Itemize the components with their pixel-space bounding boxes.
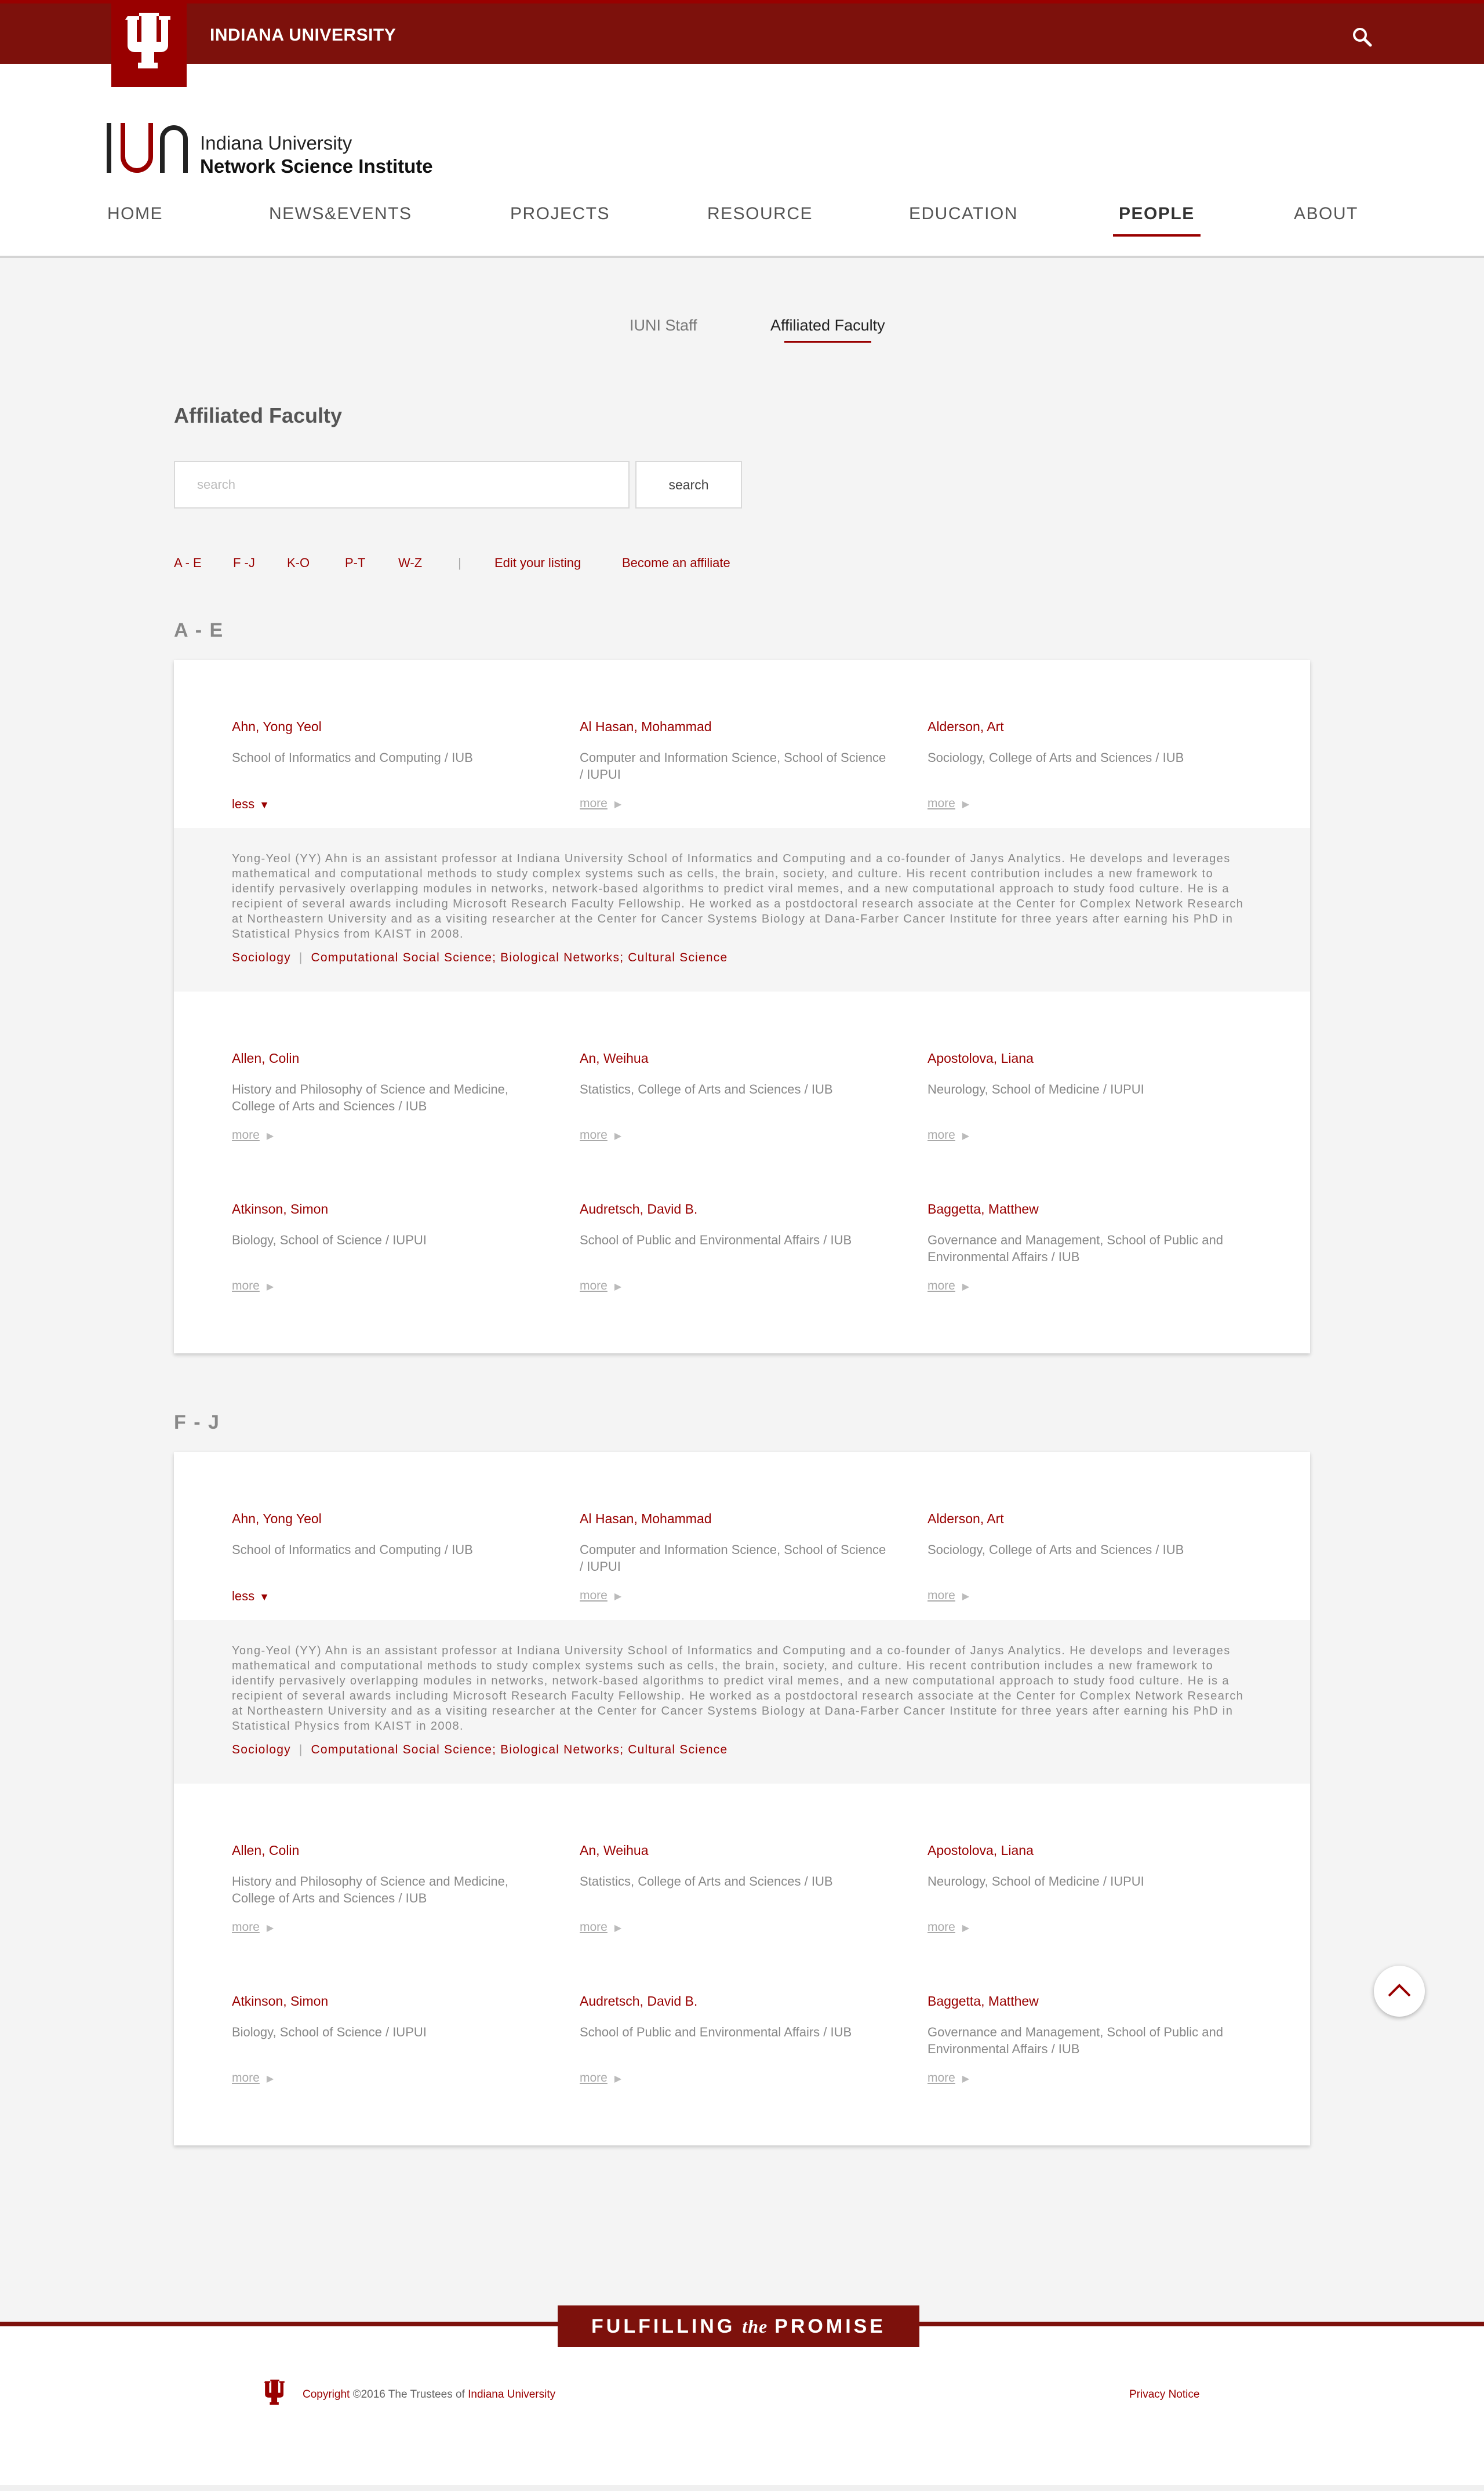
faculty-name[interactable]: Alderson, Art [928, 1511, 1004, 1526]
chevron-up-icon [1387, 1980, 1412, 2000]
faculty-name[interactable]: Alderson, Art [928, 719, 1004, 734]
more-toggle[interactable] [232, 2071, 274, 2085]
faculty-dept: Statistics, College of Arts and Sciences / IUB [580, 1874, 833, 1889]
faculty-name[interactable]: Al Hasan, Mohammad [580, 1511, 712, 1526]
privacy-notice-link[interactable]: Privacy Notice [1129, 2388, 1200, 2401]
faculty-dept: Statistics, College of Arts and Sciences / IUB [580, 1082, 833, 1096]
faculty-dept: Computer and Information Science, School of Science / IUPUI [580, 1542, 886, 1574]
more-label: more [928, 1128, 955, 1142]
tab-active-underline [784, 341, 871, 343]
become-affiliate-link[interactable]: Become an affiliate [622, 555, 730, 570]
faculty-dept: Neurology, School of Medicine / IUPUI [928, 1874, 1144, 1889]
faculty-name[interactable]: An, Weihua [580, 1843, 649, 1858]
faculty-name[interactable]: An, Weihua [580, 1051, 649, 1066]
site-footer [0, 2315, 1484, 2485]
main-nav [107, 204, 1359, 233]
faculty-dept: Computer and Information Science, School of Science / IUPUI [580, 750, 886, 782]
more-label: more [580, 1920, 608, 1934]
filter-w-z[interactable]: W-Z [398, 555, 423, 570]
faculty-name[interactable]: Baggetta, Matthew [928, 1993, 1039, 2009]
faculty-card [174, 1452, 1310, 2145]
faculty-dept: School of Public and Environmental Affairs / IUB [580, 2025, 852, 2039]
faculty-dept: Biology, School of Science / IUPUI [232, 1233, 427, 1247]
more-label: more [580, 1128, 608, 1142]
bottom-strip [0, 2485, 1484, 2491]
faculty-tags [232, 951, 1252, 965]
indiana-university-link[interactable]: Indiana University [468, 2388, 556, 2401]
filter-a-e[interactable]: A - E [174, 555, 202, 570]
search-input[interactable] [174, 461, 630, 509]
more-toggle[interactable] [928, 2071, 969, 2085]
iu-trident-icon[interactable] [263, 2379, 286, 2411]
copyright-text: ©2016 The Trustees of [352, 2388, 465, 2401]
nav-education[interactable]: EDUCATION [909, 204, 1018, 223]
nav-about[interactable]: ABOUT [1294, 204, 1358, 223]
more-label: more [580, 797, 608, 810]
more-toggle[interactable] [580, 2071, 621, 2085]
filter-f-j[interactable]: F -J [233, 555, 255, 570]
nav-home[interactable]: HOME [107, 204, 163, 223]
search-button[interactable]: search [635, 461, 742, 509]
triangle-right-icon: ▶ [962, 1131, 970, 1141]
triangle-right-icon: ▶ [614, 2074, 622, 2084]
faculty-bio-panel [174, 828, 1310, 992]
less-label: less [232, 1589, 255, 1603]
filter-separator: | [458, 555, 461, 570]
more-label: more [928, 1589, 955, 1602]
less-toggle[interactable] [232, 1589, 270, 1604]
page-title: Affiliated Faculty [174, 404, 343, 427]
faculty-dept: School of Informatics and Computing / IUB [232, 750, 473, 765]
nav-people-label: PEOPLE [1119, 204, 1195, 223]
faculty-name[interactable]: Ahn, Yong Yeol [232, 1511, 322, 1526]
faculty-name[interactable]: Audretsch, David B. [580, 1993, 698, 2009]
triangle-down-icon: ▼ [259, 1591, 270, 1603]
more-toggle[interactable] [580, 1589, 621, 1603]
faculty-name[interactable]: Al Hasan, Mohammad [580, 719, 712, 734]
fulfilling-the-promise-banner [558, 2305, 919, 2347]
triangle-right-icon: ▶ [962, 1282, 970, 1292]
triangle-right-icon: ▶ [962, 800, 970, 809]
triangle-right-icon: ▶ [962, 2074, 970, 2084]
faculty-name[interactable]: Atkinson, Simon [232, 1993, 329, 2009]
copyright-notice [303, 2388, 555, 2401]
tab-affiliated-faculty-label: Affiliated Faculty [770, 317, 885, 334]
faculty-dept: School of Public and Environmental Affairs / IUB [580, 1233, 852, 1247]
section-heading: F - J [174, 1411, 220, 1433]
faculty-name[interactable]: Atkinson, Simon [232, 1201, 329, 1217]
tag-separator: | [299, 951, 303, 964]
triangle-right-icon: ▶ [266, 1282, 274, 1292]
iu-top-bar [0, 0, 1484, 64]
triangle-right-icon: ▶ [266, 1131, 274, 1141]
section-heading: A - E [174, 619, 224, 641]
faculty-bio-panel [174, 1620, 1310, 1784]
promise-word-3: PROMISE [774, 2315, 886, 2337]
more-label: more [232, 2071, 260, 2085]
more-label: more [928, 1920, 955, 1934]
faculty-name[interactable]: Ahn, Yong Yeol [232, 719, 322, 734]
brand-line-2: Network Science Institute [200, 155, 433, 177]
more-toggle[interactable] [580, 1920, 621, 1934]
triangle-down-icon: ▼ [259, 799, 270, 811]
faculty-dept: Sociology, College of Arts and Sciences / IUB [928, 1542, 1184, 1557]
tab-affiliated-faculty[interactable] [770, 317, 885, 335]
more-label: more [232, 1920, 260, 1934]
triangle-right-icon: ▶ [614, 1131, 622, 1141]
triangle-right-icon: ▶ [962, 1592, 970, 1602]
tag-primary[interactable]: Sociology [232, 951, 291, 964]
filter-k-o[interactable]: K-O [287, 555, 310, 570]
more-label: more [928, 1279, 955, 1292]
more-toggle[interactable] [580, 797, 621, 811]
more-label: more [580, 1589, 608, 1602]
promise-word-1: FULFILLING [591, 2315, 736, 2337]
faculty-dept: Governance and Management, School of Public and Environmental Affairs / IUB [928, 2025, 1223, 2056]
more-label: more [928, 2071, 955, 2085]
iu-wordmark[interactable]: INDIANA UNIVERSITY [210, 26, 397, 45]
faculty-dept: Sociology, College of Arts and Sciences / IUB [928, 750, 1184, 765]
less-toggle[interactable] [232, 797, 270, 812]
more-toggle[interactable] [928, 1920, 969, 1934]
iuni-logo-icon[interactable] [107, 122, 188, 178]
triangle-right-icon: ▶ [614, 1282, 622, 1292]
iu-trident-logo[interactable] [111, 0, 187, 87]
more-toggle[interactable] [928, 1128, 969, 1142]
more-toggle[interactable] [232, 1920, 274, 1934]
edit-listing-link[interactable]: Edit your listing [494, 555, 581, 570]
more-toggle[interactable] [928, 1279, 969, 1293]
faculty-dept: History and Philosophy of Science and Medicine, College of Arts and Sciences / IUB [232, 1082, 508, 1113]
brand-line-1: Indiana University [200, 132, 352, 154]
faculty-dept: Neurology, School of Medicine / IUPUI [928, 1082, 1144, 1096]
nav-projects[interactable]: PROJECTS [510, 204, 610, 223]
faculty-name[interactable]: Baggetta, Matthew [928, 1201, 1039, 1217]
tag-list[interactable]: Computational Social Science; Biological Networks; Cultural Science [311, 951, 728, 964]
nav-people[interactable] [1119, 204, 1195, 224]
faculty-bio-text: Yong-Yeol (YY) Ahn is an assistant professor at Indiana University School of Informatics and Computing and a co-founder of Janys Analytics. He develops and leverages mathematical and computational methods to study complex systems such as cells, the brain, society, and culture. His recent contribution includes a new framework to identify pervasively overlapping modules in networks, network-based algorithms to predict viral memes, and a new computational approach to study food culture. He is a recipient of several awards including Microsoft Research Faculty Fellowship. He worked as a postdoctoral research associate at the Center for Complex Network Research at Northeastern University and as a visiting researcher at the Center for Cancer Systems Biology at Dana-Farber Cancer Institute for three years after earning his PhD in Statistical Physics from KAIST in 2008. [232, 852, 1244, 941]
faculty-name[interactable]: Apostolova, Liana [928, 1843, 1034, 1858]
more-label: more [580, 2071, 608, 2085]
more-toggle[interactable] [580, 1279, 621, 1293]
triangle-right-icon: ▶ [614, 1592, 622, 1602]
tag-primary[interactable]: Sociology [232, 1743, 291, 1756]
more-label: more [232, 1279, 260, 1292]
nav-active-underline [1113, 234, 1201, 237]
more-toggle[interactable] [928, 1589, 969, 1603]
more-label: more [580, 1279, 608, 1292]
tag-separator: | [299, 1743, 303, 1756]
less-label: less [232, 797, 255, 811]
filter-p-t[interactable]: P-T [345, 555, 366, 570]
nav-resource[interactable]: RESOURCE [707, 204, 813, 223]
more-label: more [928, 797, 955, 810]
search-icon[interactable] [1351, 26, 1374, 49]
tab-iuni-staff[interactable]: IUNI Staff [630, 317, 697, 334]
faculty-dept: Governance and Management, School of Public and Environmental Affairs / IUB [928, 1233, 1223, 1264]
faculty-name[interactable]: Allen, Colin [232, 1051, 300, 1066]
faculty-dept: Biology, School of Science / IUPUI [232, 2025, 427, 2039]
site-header [0, 64, 1484, 258]
nav-news-events[interactable]: NEWS&EVENTS [269, 204, 412, 223]
faculty-dept: History and Philosophy of Science and Medicine, College of Arts and Sciences / IUB [232, 1874, 508, 1905]
more-toggle[interactable] [232, 1128, 274, 1142]
tag-list[interactable]: Computational Social Science; Biological Networks; Cultural Science [311, 1743, 728, 1756]
more-toggle[interactable] [580, 1128, 621, 1142]
faculty-name[interactable]: Allen, Colin [232, 1843, 300, 1858]
faculty-tags [232, 1743, 1252, 1757]
triangle-right-icon: ▶ [266, 2074, 274, 2084]
faculty-dept: School of Informatics and Computing / IUB [232, 1542, 473, 1557]
faculty-card [174, 660, 1310, 1353]
triangle-right-icon: ▶ [614, 1923, 622, 1933]
copyright-prefix: Copyright [303, 2388, 350, 2401]
faculty-name[interactable]: Audretsch, David B. [580, 1201, 698, 1217]
more-label: more [232, 1128, 260, 1142]
promise-word-2: the [742, 2316, 768, 2337]
faculty-bio-text: Yong-Yeol (YY) Ahn is an assistant professor at Indiana University School of Informatics and Computing and a co-founder of Janys Analytics. He develops and leverages mathematical and computational methods to study complex systems such as cells, the brain, society, and culture. His recent contribution includes a new framework to identify pervasively overlapping modules in networks, network-based algorithms to predict viral memes, and a new computational approach to study food culture. He is a recipient of several awards including Microsoft Research Faculty Fellowship. He worked as a postdoctoral research associate at the Center for Complex Network Research at Northeastern University and as a visiting researcher at the Center for Cancer Systems Biology at Dana-Farber Cancer Institute for three years after earning his PhD in Statistical Physics from KAIST in 2008. [232, 1644, 1244, 1733]
scroll-to-top-button[interactable] [1374, 1966, 1425, 2017]
triangle-right-icon: ▶ [962, 1923, 970, 1933]
more-toggle[interactable] [232, 1279, 274, 1293]
faculty-name[interactable]: Apostolova, Liana [928, 1051, 1034, 1066]
triangle-right-icon: ▶ [266, 1923, 274, 1933]
more-toggle[interactable] [928, 797, 969, 811]
triangle-right-icon: ▶ [614, 800, 622, 809]
